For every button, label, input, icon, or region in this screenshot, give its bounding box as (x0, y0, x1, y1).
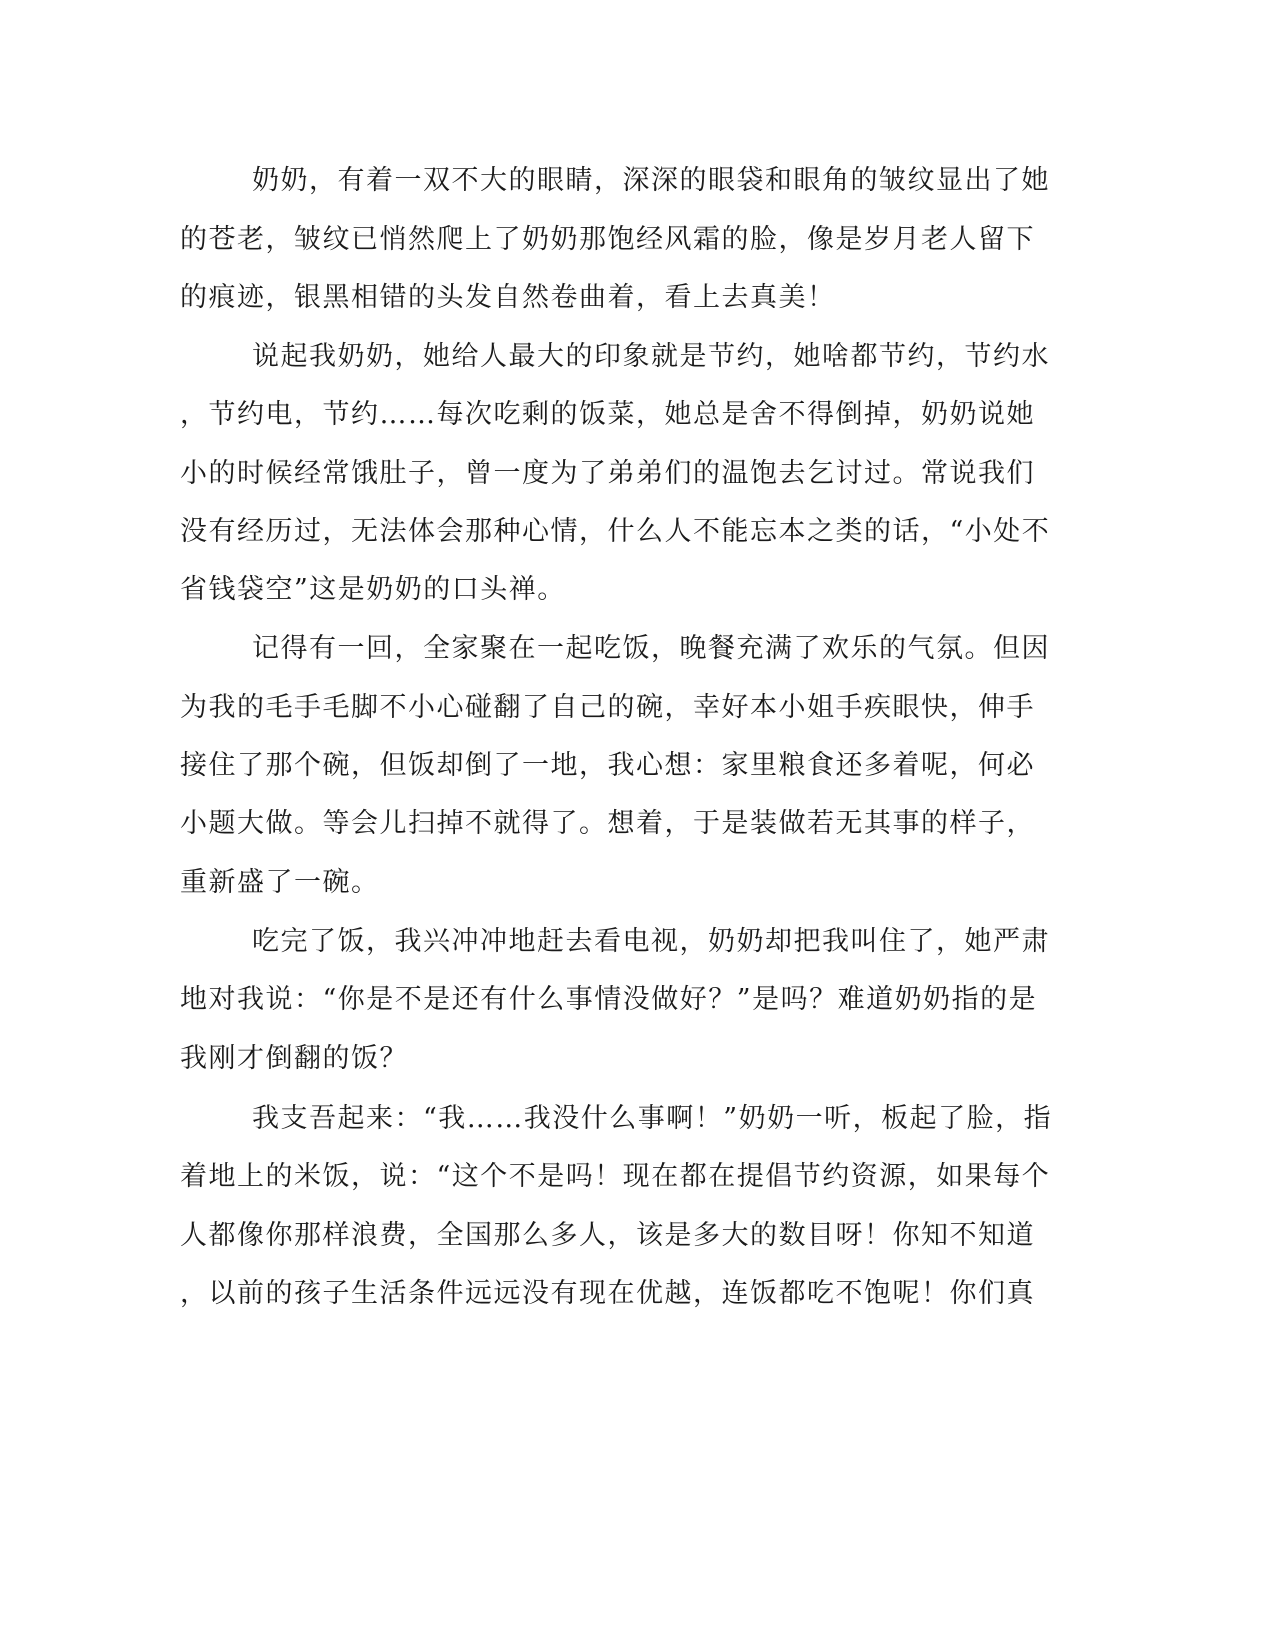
text-line: 地对我说：“你是不是还有什么事情没做好？”是吗？难道奶奶指的是 (180, 984, 1038, 1015)
text-line: 小的时候经常饿肚子，曾一度为了弟弟们的温饱去乞讨过。常说我们 (180, 458, 1035, 489)
text-line: 接住了那个碗，但饭却倒了一地，我心想：家里粮食还多着呢，何必 (180, 750, 1035, 781)
text-line: 小题大做。等会儿扫掉不就得了。想着，于是装做若无其事的样子， (180, 808, 1035, 839)
text-line: 奶奶，有着一双不大的眼睛，深深的眼袋和眼角的皱纹显出了她 (252, 165, 1050, 196)
text-line: 我刚才倒翻的饭？ (180, 1043, 408, 1074)
text-line: 我支吾起来：“我……我没什么事啊！”奶奶一听，板起了脸，指 (252, 1103, 1053, 1134)
text-line: 着地上的米饭，说：“这个不是吗！现在都在提倡节约资源，如果每个 (180, 1161, 1051, 1192)
text-line: 吃完了饭，我兴冲冲地赶去看电视，奶奶却把我叫住了，她严肃 (252, 926, 1050, 957)
text-line: ，节约电，节约……每次吃剩的饭菜，她总是舍不得倒掉，奶奶说她 (180, 399, 1035, 430)
text-line: 的痕迹，银黑相错的头发自然卷曲着，看上去真美！ (180, 282, 836, 313)
text-line: 没有经历过，无法体会那种心情，什么人不能忘本之类的话，“小处不 (180, 516, 1051, 547)
text-line: 记得有一回，全家聚在一起吃饭，晚餐充满了欢乐的气氛。但因 (252, 633, 1050, 664)
text-line: 人都像你那样浪费，全国那么多人，该是多大的数目呀！你知不知道 (180, 1220, 1035, 1251)
text-line: 省钱袋空”这是奶奶的口头禅。 (180, 574, 566, 605)
text-line: 为我的毛手毛脚不小心碰翻了自己的碗，幸好本小姐手疾眼快，伸手 (180, 692, 1035, 723)
text-line: 的苍老，皱纹已悄然爬上了奶奶那饱经风霜的脸，像是岁月老人留下 (180, 224, 1035, 255)
text-line: ，以前的孩子生活条件远远没有现在优越，连饭都吃不饱呢！你们真 (180, 1278, 1035, 1309)
text-line: 重新盛了一碗。 (180, 867, 380, 898)
text-line: 说起我奶奶，她给人最大的印象就是节约，她啥都节约，节约水 (252, 341, 1050, 372)
